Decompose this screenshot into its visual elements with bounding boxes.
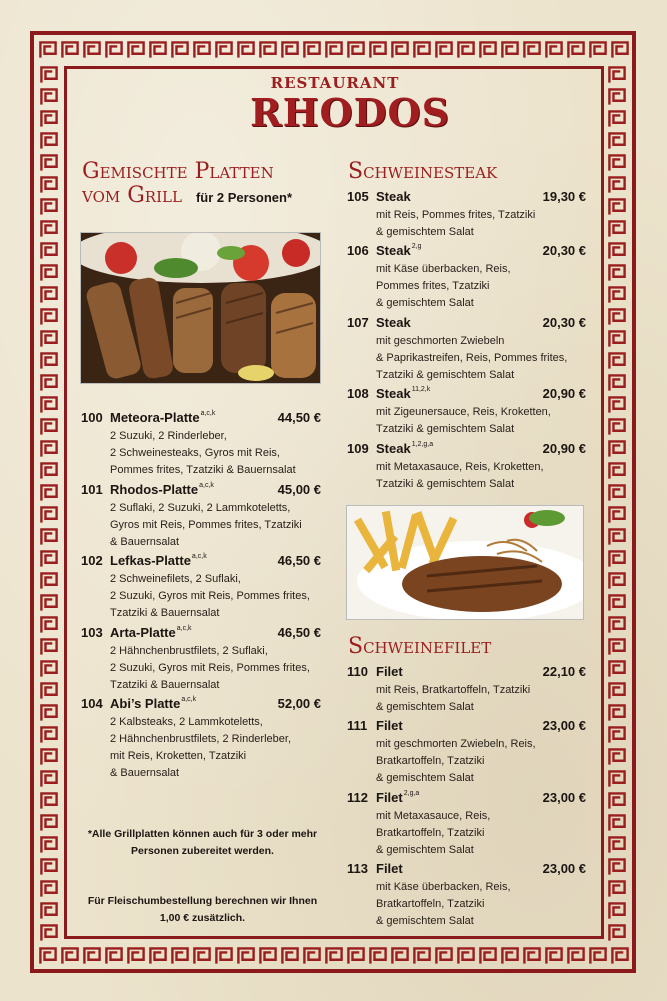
description-line: 2 Schweinesteaks, Gyros mit Reis, <box>110 447 280 459</box>
item-description <box>110 643 310 694</box>
logo-rhodos-word: RHODOS <box>250 90 451 135</box>
description-line: Tzatziki & gemischtem Salat <box>376 478 515 490</box>
item-number: 103 <box>81 625 103 640</box>
description-line: 2 Hähnchenbrustfilets, 2 Suflaki, <box>110 645 268 657</box>
allergen-codes: a,c,k <box>181 696 197 703</box>
item-price: 20,90 € <box>542 386 586 401</box>
description-line: mit Reis, Bratkartoffeln, Tzatziki <box>376 684 531 696</box>
item-description <box>376 682 530 716</box>
description-line: mit geschmorten Zwiebeln <box>376 335 505 347</box>
description-line: & Bauernsalat <box>110 536 180 548</box>
item-price: 46,50 € <box>277 625 321 640</box>
description-line: Bratkartoffeln, Tzatziki <box>376 827 485 839</box>
description-line: & Paprikastreifen, Reis, Pommes frites, <box>376 352 568 364</box>
allergen-codes: 11,2,k <box>411 386 431 393</box>
item-number: 105 <box>347 189 369 204</box>
item-description <box>376 207 535 241</box>
description-line: 2 Suzuki, Gyros mit Reis, Pommes frites, <box>110 662 310 674</box>
item-number: 113 <box>347 861 368 876</box>
item-number: 104 <box>81 696 103 711</box>
item-name: Steak <box>376 189 411 204</box>
section-title-line2: vom Grill <box>82 183 182 208</box>
section-title-line1: Gemischte Platten <box>82 159 274 184</box>
description-line: Tzatziki & gemischtem Salat <box>376 423 515 435</box>
item-price: 19,30 € <box>542 189 586 204</box>
item-price: 23,00 € <box>542 861 586 876</box>
item-name: Filet <box>376 664 403 679</box>
item-number: 112 <box>347 790 368 805</box>
description-line: Pommes frites, Tzatziki <box>376 280 490 292</box>
item-name: Steak$^{2,g}$ <box>376 243 422 258</box>
description-line: mit Metaxasauce, Reis, Kroketten, <box>376 461 544 473</box>
item-description <box>376 261 511 312</box>
item-number: 102 <box>81 553 103 568</box>
item-number: 101 <box>81 482 103 497</box>
steak-fries-photo <box>346 505 584 620</box>
item-name: Filet <box>376 861 403 876</box>
item-description <box>376 879 511 930</box>
item-price: 22,10 € <box>542 664 586 679</box>
description-line: & gemischtem Salat <box>376 844 474 856</box>
description-line: mit Zigeunersauce, Reis, Kroketten, <box>376 406 551 418</box>
item-name: Steak <box>376 315 411 330</box>
allergen-codes: 2,g,a <box>403 790 420 797</box>
item-name: Abi’s Platte$^{a,c,k}$ <box>110 696 197 711</box>
description-line: Tzatziki & Bauernsalat <box>110 607 220 619</box>
item-price: 23,00 € <box>542 718 586 733</box>
item-name: Filet <box>376 718 403 733</box>
description-line: Tzatziki & gemischtem Salat <box>376 369 515 381</box>
item-description <box>376 808 490 859</box>
item-name: Arta-Platte$^{a,c,k}$ <box>110 625 192 640</box>
item-description <box>376 736 536 787</box>
grill-platter-note <box>80 826 325 860</box>
item-price: 20,30 € <box>542 315 586 330</box>
allergen-codes: a,c,k <box>200 410 216 417</box>
logo-restaurant-word: RESTAURANT <box>270 74 400 92</box>
description-line: Bratkartoffeln, Tzatziki <box>376 898 485 910</box>
item-description <box>110 428 296 479</box>
allergen-codes: a,c,k <box>199 482 214 489</box>
description-line: & Bauernsalat <box>110 767 180 779</box>
section-title-pork-steak: Schweinesteak <box>348 159 498 184</box>
item-name: Steak$^{1,2,g,a}$ <box>376 441 434 456</box>
greek-key-border-left <box>36 63 62 943</box>
item-description <box>110 714 291 782</box>
item-name: Meteora-Platte$^{a,c,k}$ <box>110 410 216 425</box>
item-description <box>376 333 567 384</box>
description-line: 2 Schweinefilets, 2 Suflaki, <box>110 573 241 585</box>
description-line: 2 Suflaki, 2 Suzuki, 2 Lammkoteletts, <box>110 502 291 514</box>
description-line: mit Käse überbacken, Reis, <box>376 263 511 275</box>
description-line: mit Metaxasauce, Reis, <box>376 810 491 822</box>
item-price: 20,30 € <box>542 243 586 258</box>
allergen-codes: 2,g <box>411 243 422 250</box>
item-price: 45,00 € <box>277 482 321 497</box>
description-line: & gemischtem Salat <box>376 297 474 309</box>
persons-note: für 2 Personen* <box>195 190 293 205</box>
menu-item-113 <box>347 861 586 951</box>
item-name: Steak$^{11,2,k}$ <box>376 386 431 401</box>
description-line: & gemischtem Salat <box>376 701 474 713</box>
item-description <box>376 459 544 493</box>
description-line: Pommes frites, Tzatziki & Bauernsalat <box>110 464 296 476</box>
item-number: 110 <box>347 664 368 679</box>
description-line: Gyros mit Reis, Pommes frites, Tzatziki <box>110 519 302 531</box>
item-number: 108 <box>347 386 369 401</box>
description-line: mit geschmorten Zwiebeln, Reis, <box>376 738 536 750</box>
description-line: 2 Suzuki, 2 Rinderleber, <box>110 430 227 442</box>
description-line: mit Reis, Kroketten, Tzatziki <box>110 750 247 762</box>
greek-key-border-top <box>36 37 630 63</box>
note2-line2: 1,00 € zusätzlich. <box>159 912 246 924</box>
description-line: Tzatziki & Bauernsalat <box>110 679 220 691</box>
item-price: 52,00 € <box>277 696 321 711</box>
allergen-codes: a,c,k <box>176 625 192 632</box>
description-line: 2 Hähnchenbrustfilets, 2 Rinderleber, <box>110 733 291 745</box>
allergen-codes: a,c,k <box>191 553 207 560</box>
item-number: 100 <box>81 410 103 425</box>
section-title-pork-fillet: Schweinefilet <box>348 634 492 659</box>
menu-item-104 <box>81 696 321 786</box>
description-line: & gemischtem Salat <box>376 772 474 784</box>
allergen-codes: 1,2,g,a <box>411 441 434 448</box>
restaurant-logo <box>250 74 451 144</box>
item-number: 111 <box>347 718 368 733</box>
greek-key-border-right <box>604 63 630 943</box>
description-line: & gemischtem Salat <box>376 226 474 238</box>
item-number: 107 <box>347 315 369 330</box>
item-price: 20,90 € <box>542 441 586 456</box>
description-line: 2 Kalbsteaks, 2 Lammkoteletts, <box>110 716 263 728</box>
item-name: Lefkas-Platte$^{a,c,k}$ <box>110 553 207 568</box>
item-name: Filet$^{2,g,a}$ <box>376 790 420 805</box>
item-number: 106 <box>347 243 369 258</box>
item-description <box>376 404 551 438</box>
section-title-mixed-platters <box>82 160 342 210</box>
mixed-grill-photo <box>80 232 321 384</box>
description-line: mit Käse überbacken, Reis, <box>376 881 511 893</box>
note2-line1: Für Fleischumbestellung berechnen wir Ihnen <box>87 895 318 907</box>
item-price: 23,00 € <box>542 790 586 805</box>
item-price: 46,50 € <box>277 553 321 568</box>
item-price: 44,50 € <box>277 410 321 425</box>
item-description <box>110 571 310 622</box>
description-line: Bratkartoffeln, Tzatziki <box>376 755 485 767</box>
description-line: & gemischtem Salat <box>376 915 474 927</box>
description-line: 2 Suzuki, Gyros mit Reis, Pommes frites, <box>110 590 310 602</box>
item-name: Rhodos-Platte$^{a,c,k}$ <box>110 482 214 497</box>
note1-line2: Personen zubereitet werden. <box>131 845 274 857</box>
description-line: mit Reis, Pommes frites, Tzatziki <box>376 209 536 221</box>
item-description <box>110 500 302 551</box>
item-number: 109 <box>347 441 369 456</box>
note1-line1: *Alle Grillplatten können auch für 3 oder mehr <box>87 828 318 840</box>
meat-change-note <box>80 893 325 927</box>
